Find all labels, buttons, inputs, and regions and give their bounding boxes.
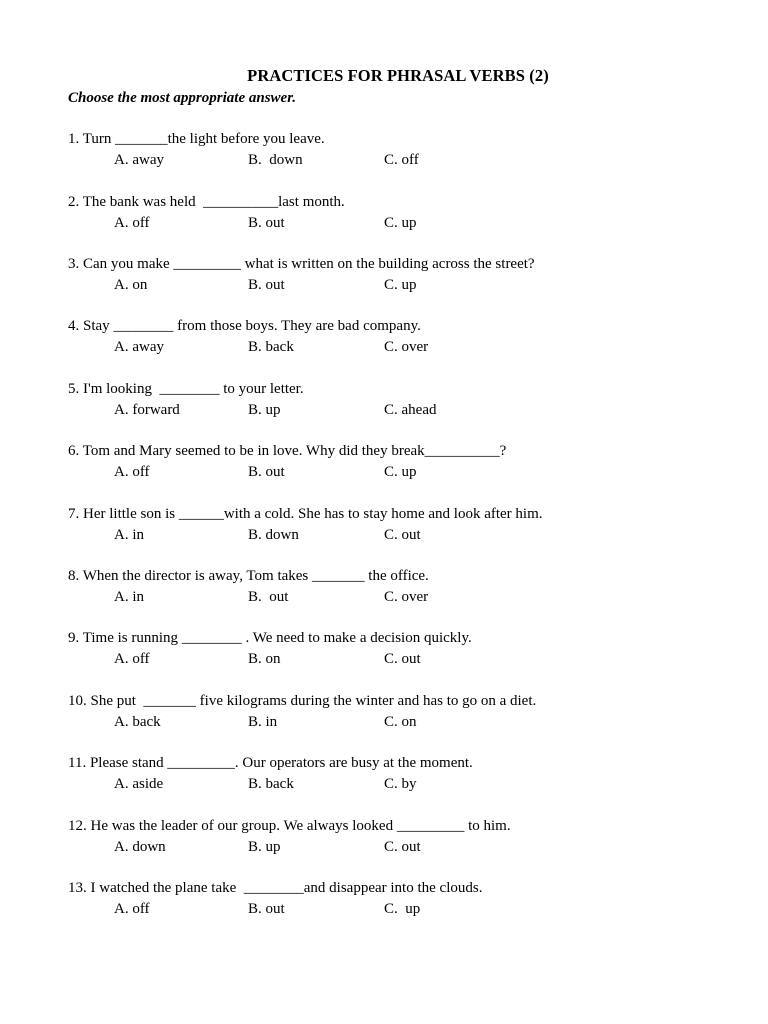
question-13 (68, 878, 728, 920)
question-text: 10. She put _______ five kilograms during the winter and has to go on a diet. (68, 693, 537, 709)
option-c: C. by (384, 776, 417, 792)
option-a: A. off (114, 651, 150, 667)
option-c: C. out (384, 651, 421, 667)
page-title: PRACTICES FOR PHRASAL VERBS (2) (247, 66, 549, 85)
question-text: 12. He was the leader of our group. We always looked _________ to him. (68, 818, 511, 834)
answer-options (68, 712, 728, 733)
option-a: A. off (114, 464, 150, 480)
option-b: B. back (248, 776, 294, 792)
question-text: 6. Tom and Mary seemed to be in love. Why did they break__________? (68, 443, 507, 459)
question-3 (68, 254, 728, 296)
question-6 (68, 441, 728, 483)
option-c: C. ahead (384, 402, 437, 418)
answer-options (68, 337, 728, 358)
option-a: A. in (114, 527, 144, 543)
option-b: B. in (248, 714, 278, 730)
question-10 (68, 691, 728, 733)
option-b: B. up (248, 402, 281, 418)
option-a: A. down (114, 839, 166, 855)
option-b: B. back (248, 339, 294, 355)
question-text: 8. When the director is away, Tom takes _______ the office. (68, 568, 429, 584)
option-a: A. off (114, 215, 150, 231)
option-b: B. on (248, 651, 281, 667)
option-a: A. back (114, 714, 161, 730)
option-c: C. off (384, 152, 419, 168)
option-a: A. in (114, 589, 144, 605)
question-text: 7. Her little son is ______with a cold. She has to stay home and look after him. (68, 506, 543, 522)
option-c: C. over (384, 589, 429, 605)
answer-options (68, 275, 728, 296)
option-c: C. over (384, 339, 429, 355)
question-9 (68, 628, 728, 670)
question-12 (68, 816, 728, 858)
question-text: 13. I watched the plane take ________and disappear into the clouds. (68, 880, 483, 896)
option-b: B. out (248, 215, 285, 231)
instructions: Choose the most appropriate answer. (68, 90, 296, 106)
option-a: A. forward (114, 402, 180, 418)
option-b: B. out (248, 464, 285, 480)
option-c: C. up (384, 215, 417, 231)
option-b: B. out (248, 277, 285, 293)
option-a: A. aside (114, 776, 164, 792)
option-c: C. on (384, 714, 417, 730)
option-a: A. away (114, 339, 164, 355)
question-text: 4. Stay ________ from those boys. They are bad company. (68, 318, 421, 334)
question-text: 1. Turn _______the light before you leave. (68, 131, 325, 147)
question-text: 2. The bank was held __________last month. (68, 194, 345, 210)
answer-options (68, 400, 728, 421)
option-b: B. out (248, 901, 285, 917)
answer-options (68, 525, 728, 546)
option-b: B. up (248, 839, 281, 855)
question-1 (68, 129, 728, 171)
question-8 (68, 566, 728, 608)
option-a: A. on (114, 277, 148, 293)
question-4 (68, 316, 728, 358)
answer-options (68, 587, 728, 608)
question-text: 3. Can you make _________ what is written on the building across the street? (68, 256, 535, 272)
answer-options (68, 774, 728, 795)
option-a: A. away (114, 152, 164, 168)
answer-options (68, 649, 728, 670)
question-5 (68, 379, 728, 421)
question-text: 11. Please stand _________. Our operators are busy at the moment. (68, 755, 473, 771)
option-c: C. up (384, 277, 417, 293)
answer-options (68, 150, 728, 171)
option-c: C. out (384, 839, 421, 855)
answer-options (68, 462, 728, 483)
question-7 (68, 504, 728, 546)
option-b: B. down (248, 527, 299, 543)
option-c: C. out (384, 527, 421, 543)
option-b: B. out (248, 589, 289, 605)
answer-options (68, 837, 728, 858)
option-a: A. off (114, 901, 150, 917)
question-2 (68, 192, 728, 234)
question-text: 9. Time is running ________ . We need to make a decision quickly. (68, 630, 472, 646)
answer-options (68, 213, 728, 234)
option-c: C. up (384, 464, 417, 480)
question-11 (68, 753, 728, 795)
question-text: 5. I'm looking ________ to your letter. (68, 381, 304, 397)
answer-options (68, 899, 728, 920)
option-c: C. up (384, 901, 421, 917)
option-b: B. down (248, 152, 303, 168)
